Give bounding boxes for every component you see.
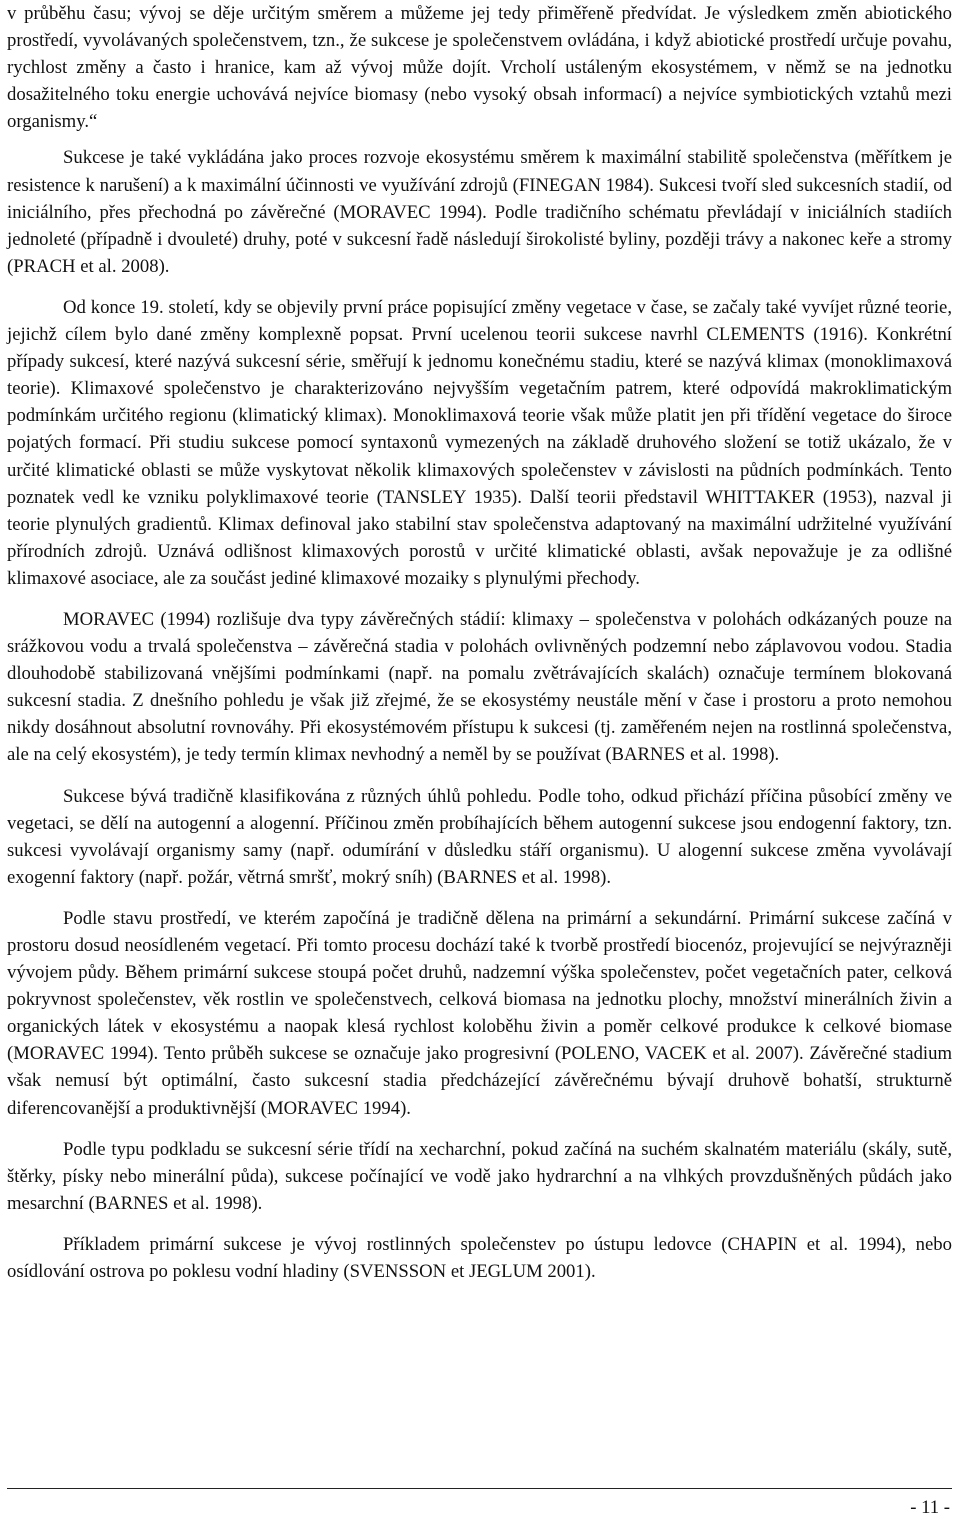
paragraph-4: MORAVEC (1994) rozlišuje dva typy závěrečných stádií: klimaxy – společenstva v polohách odkázaných pouze na srážkovou vodu a trvalá společenstva – závěrečná stadia v polohách ovlivněných podzemní nebo záplavovou vodou. Stadia dlouhodobě stabilizovaná vnějšími podmínkami (např. na pomalu zvětrávajících skalách) označuje termínem blokovaná sukcesní stadia. Z dnešního pohledu je však již zřejmé, že se ekosystémy neustále mění v čase i prostoru a proto nemohou nikdy dosáhnout absolutní rovnováhy. Při ekosystémovém přístupu k sukcesi (tj. zaměřeném nejen na rostlinná společenstva, ale na celý ekosystém), je tedy termín klimax nevhodný a neměl by se používat (BARNES et al. 1998). [7,608,952,766]
footer-divider [7,1488,952,1489]
paragraph-8: Příkladem primární sukcese je vývoj rostlinných společenstev po ústupu ledovce (CHAPIN et al. 1994), nebo osídlování ostrova po poklesu vodní hladiny (SVENSSON et JEGLUM 2001). [7,1233,952,1283]
paragraph-2: Sukcese je také vykládána jako proces rozvoje ekosystému směrem k maximální stabilitě společenstva (měřítkem je resistence k narušení) a k maximální účinnosti ve využívání zdrojů (FINEGAN 1984). Sukcesi tvoří sled sukcesních stadií, od iniciálního, přes přechodná po závěrečné (MORAVEC 1994). Podle tradičního schématu převládají v iniciálních stadiích jednoleté (případně i dvouleté) druhy, poté v sukcesní řadě následují širokolisté byliny, později trávy a nakonec keře a stromy (PRACH et al. 2008). [7,147,952,277]
document-body [7,0,952,1285]
paragraph-5: Sukcese bývá tradičně klasifikována z různých úhlů pohledu. Podle toho, odkud přichází příčina působící změny ve vegetaci, se dělí na autogenní a alogenní. Příčinou změn probíhajících během autogenní sukcese jsou endogenní faktory, tzn. sukcesi vyvolávají organismy samy (např. odumírání v důsledku stáří organismu). U alogenní sukcese změna vyvolávají exogenní faktory (např. požár, větrná smršť, mokrý sníh) (BARNES et al. 1998). [7,785,952,888]
paragraph-7: Podle typu podkladu se sukcesní série třídí na xecharchní, pokud začíná na suchém skalnatém materiálu (skály, sutě, štěrky, písky nebo minerální půda), sukcese počínající ve vodě jako hydrarchní a na vlhkých provzdušněných půdách jako mesarchní (BARNES et al. 1998). [7,1138,952,1214]
paragraph-1: v průběhu času; vývoj se děje určitým směrem a můžeme jej tedy přiměřeně předvídat. Je výsledkem změn abiotického prostředí, vyvolávaných společenstvem, tzn., že sukcese je společenstvem ovládána, i když abiotické prostředí určuje povahu, rychlost změny a často i hranice, kam až vývoj může dojít. Vrcholí ustáleným ekosystémem, v němž se na jednotku dosažitelného toku energie uchovává nejvíce biomasy (nebo vysoký obsah informací) a nejvíce symbiotických vztahů mezi organismy.“ [7,3,952,133]
page-number: - 11 - [910,1497,950,1518]
paragraph-6: Podle stavu prostředí, ve kterém započíná je tradičně dělena na primární a sekundární. Primární sukcese začíná v prostoru dosud neosídleném vegetací. Při tomto procesu dochází také k tvorbě prostředí biocenóz, projevující se nejvýrazněji vývojem půdy. Během primární sukcese stoupá počet druhů, nadzemní výška společenstev, počet vegetačních pater, celková pokryvnost společenstev, věk rostlin ve společenstvech, celková biomasa na jednotku plochy, množství minerálních živin a organických látek v ekosystému a naopak klesá rychlost koloběhu živin a poměr celkové produkce k celkové biomase (MORAVEC 1994). Tento průběh sukcese se označuje jako progresivní (POLENO, VACEK et al. 2007). Závěrečné stadium však nemusí být optimální, často sukcesní stadia předcházející závěrečnému bývají druhově bohatší, strukturně diferencovanější a produktivnější (MORAVEC 1994). [7,907,952,1119]
paragraph-3: Od konce 19. století, kdy se objevily první práce popisující změny vegetace v čase, se začaly také vyvíjet různé teorie, jejichž cílem bylo dané změny komplexně popsat. První ucelenou teorii sukcese navrhl CLEMENTS (1916). Konkrétní případy sukcesí, které nazývá sukcesní série, směřují k jednomu konečnému stadiu, které se nazývá klimax (monoklimaxová teorie). Klimaxové společenstvo je charakterizováno nejvyšším vegetačním patrem, které odpovídá makroklimatickým podmínkám určitého regionu (klimatický klimax). Monoklimaxová teorie však může platit jen při třídění vegetace do široce pojatých formací. Při studiu sukcese pomocí syntaxonů vymezených na základě druhového složení se totiž ukázalo, že v určité klimatické oblasti se může vyskytovat několik klimaxových společenstev v závislosti na půdních podmínkách. Tento poznatek vedl ke vzniku polyklimaxové teorie (TANSLEY 1935). Další teorii představil WHITTAKER (1953), nazval ji teorie plynulých gradientů. Klimax definoval jako stabilní stav společenstva adaptovaný na maximální udržitelné využívání přírodních zdrojů. Uznává odlišnost klimaxových porostů v určité klimatické oblasti, avšak nepovažuje je za odlišné klimaxové asociace, ale za součást jediné klimaxové mozaiky s plynulými přechody. [7,296,952,589]
